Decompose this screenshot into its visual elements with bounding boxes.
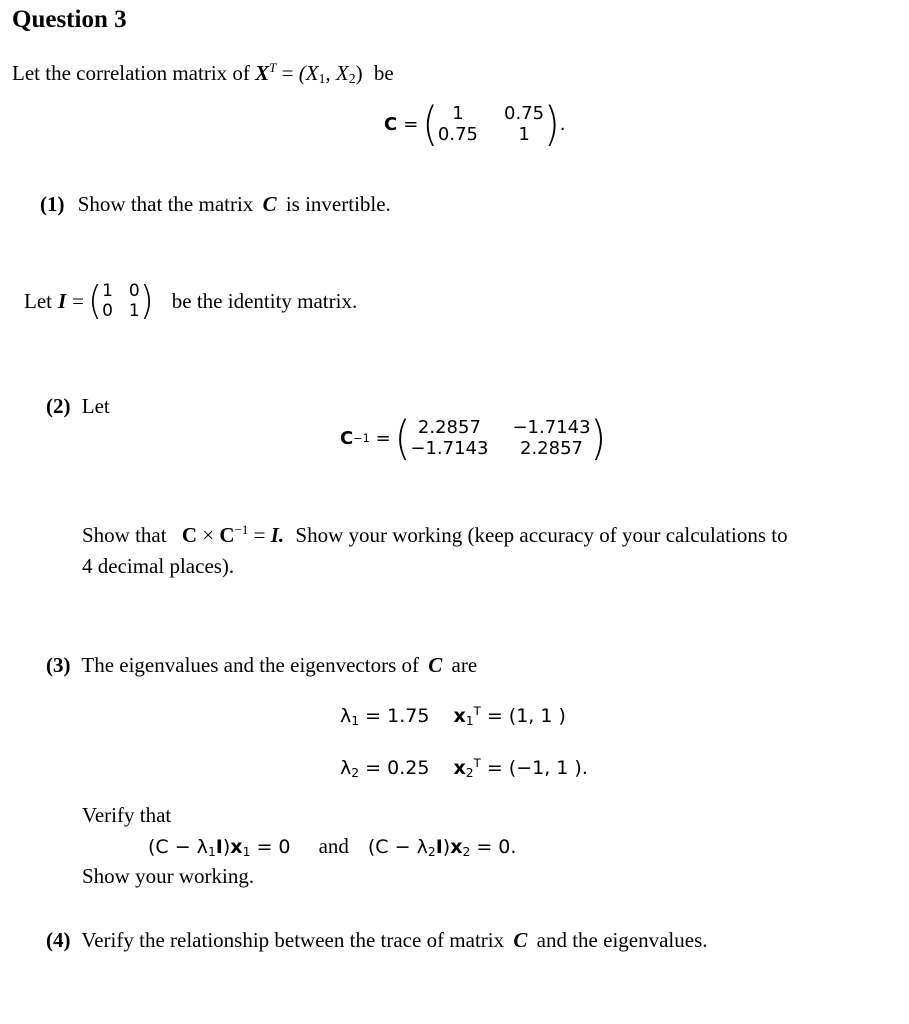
eqa-xsub: 1: [242, 845, 251, 860]
identity-symbol: I: [57, 289, 67, 314]
eig2-sup: T: [473, 756, 481, 770]
part2-show2: Show your working (keep accuracy of your calculations to: [295, 522, 788, 547]
part4-text2: and the eigenvalues.: [536, 928, 708, 952]
inverse-grid: [410, 418, 590, 459]
x-vector: X: [255, 60, 270, 85]
identity-r1c1: 1: [102, 281, 113, 301]
identity-grid: [102, 282, 140, 321]
inverse-equation: [340, 412, 607, 466]
eig1-xsub: 1: [465, 714, 474, 729]
eqa-x: x: [230, 836, 243, 858]
identity-line: [24, 278, 358, 324]
eqb-xsub: 2: [462, 845, 471, 860]
eig2-xsub: 2: [465, 766, 474, 781]
inverse-r2c2: 2.2857: [520, 437, 583, 459]
inverse-r1c2: −1.7143: [512, 417, 591, 438]
matrix-c-grid: [438, 104, 544, 145]
inverse-r2c1: −1.7143: [410, 437, 489, 459]
inverse-sup: −1: [353, 432, 370, 446]
part2-show3: 4 decimal places).: [82, 554, 235, 578]
part1-symbol: C: [262, 192, 277, 216]
matrix-c-r1c1: 1: [452, 103, 464, 124]
matrix-c-r1c2: 0.75: [504, 103, 545, 124]
eqa-close: ): [222, 836, 231, 858]
part3-number: (3): [46, 653, 71, 677]
eqb-i: I: [435, 836, 443, 858]
left-paren: (: [394, 412, 411, 466]
inverse-r1c1: 2.2857: [417, 417, 481, 438]
part4-text: Verify the relationship between the trace of matrix: [81, 928, 505, 952]
matrix-c-equation: [384, 98, 566, 152]
right-paren: ): [544, 98, 560, 152]
sub-2: 2: [348, 71, 356, 87]
eig1-sup: T: [473, 704, 481, 718]
intro-line: [12, 60, 394, 87]
question-title: Question 3: [12, 6, 127, 33]
eq-equals: =: [253, 522, 266, 547]
left-paren: (: [88, 278, 103, 324]
part1-text2: is invertible.: [285, 192, 391, 216]
part1: [40, 192, 391, 217]
eig1-vec: = (1, 1 ): [486, 705, 566, 728]
eq-and: and: [318, 834, 349, 858]
eq-c: C: [181, 522, 198, 547]
eig1-lambda: λ: [340, 705, 352, 728]
eq-sup: −1: [234, 522, 249, 537]
eq-times: ×: [202, 522, 215, 547]
inverse-equals: =: [375, 428, 391, 450]
identity-r2c1: 0: [102, 300, 113, 321]
part3-are: are: [451, 653, 478, 677]
matrix-c-r2c2: 1: [518, 123, 530, 145]
matrix-c-equals: =: [403, 114, 419, 136]
part4-number: (4): [46, 928, 71, 952]
sub-1: 1: [318, 71, 326, 87]
right-paren: ): [590, 412, 607, 466]
part2-number: (2): [46, 394, 71, 418]
identity-equals: =: [72, 289, 85, 314]
matrix-c-r2c1: 0.75: [437, 123, 478, 145]
verify-equations: [148, 834, 516, 859]
left-paren: (: [422, 98, 438, 152]
eig2-lambda: λ: [340, 757, 352, 780]
identity-text: be the identity matrix.: [171, 289, 358, 314]
inverse-label: C: [340, 428, 354, 450]
part3-header: [46, 653, 477, 678]
eig1-x: x: [453, 705, 466, 728]
eigen-row-1: [340, 704, 566, 728]
matrix-c-end: .: [559, 114, 566, 136]
eig2-x: x: [453, 757, 466, 780]
part4: [46, 928, 708, 953]
show-working: Show your working.: [82, 864, 255, 888]
tuple-close: ): [355, 60, 363, 85]
eqa-result: = 0: [250, 836, 291, 858]
part1-number: (1): [40, 192, 65, 216]
identity-r2c2: 1: [128, 300, 140, 321]
verify-that: Verify that: [82, 803, 172, 827]
tuple-open: (X: [298, 60, 319, 85]
right-paren: ): [139, 278, 154, 324]
equals-sign: =: [281, 60, 294, 85]
eqa-open: (C − λ: [148, 836, 208, 858]
part2-let: Let: [81, 394, 110, 418]
part1-text: Show that the matrix: [77, 192, 254, 216]
part2-show-line1: [82, 522, 788, 548]
eqb-open: (C − λ: [367, 836, 428, 858]
part2-show1: Show that: [82, 522, 167, 547]
eqb-result: = 0.: [470, 836, 517, 858]
part4-symbol: C: [513, 928, 528, 952]
identity-let: Let: [24, 289, 52, 314]
eq-c2: C: [219, 522, 235, 547]
eig2-value: = 0.25: [365, 757, 430, 780]
eqb-sub: 2: [427, 845, 436, 860]
eig1-value: = 1.75: [365, 705, 430, 728]
eigen-row-2: [340, 756, 588, 780]
transpose-sup: T: [269, 60, 277, 75]
eqa-i: I: [215, 836, 223, 858]
eq-i: I.: [270, 522, 285, 547]
matrix-c-label: C: [384, 114, 398, 136]
eqa-sub: 1: [207, 845, 216, 860]
part3-symbol: C: [428, 653, 443, 677]
eig1-sub: 1: [351, 714, 360, 729]
tuple-comma: , X: [325, 60, 349, 85]
intro-text: Let the correlation matrix of: [12, 60, 250, 85]
identity-r1c2: 0: [128, 281, 140, 301]
eig2-sub: 2: [351, 766, 360, 781]
part2-header: [46, 394, 110, 419]
eqb-x: x: [450, 836, 463, 858]
part3-text: The eigenvalues and the eigenvectors of: [81, 653, 419, 677]
eig2-vec: = (−1, 1 ).: [486, 757, 588, 780]
intro-be: be: [373, 60, 394, 85]
eqb-close: ): [442, 836, 451, 858]
